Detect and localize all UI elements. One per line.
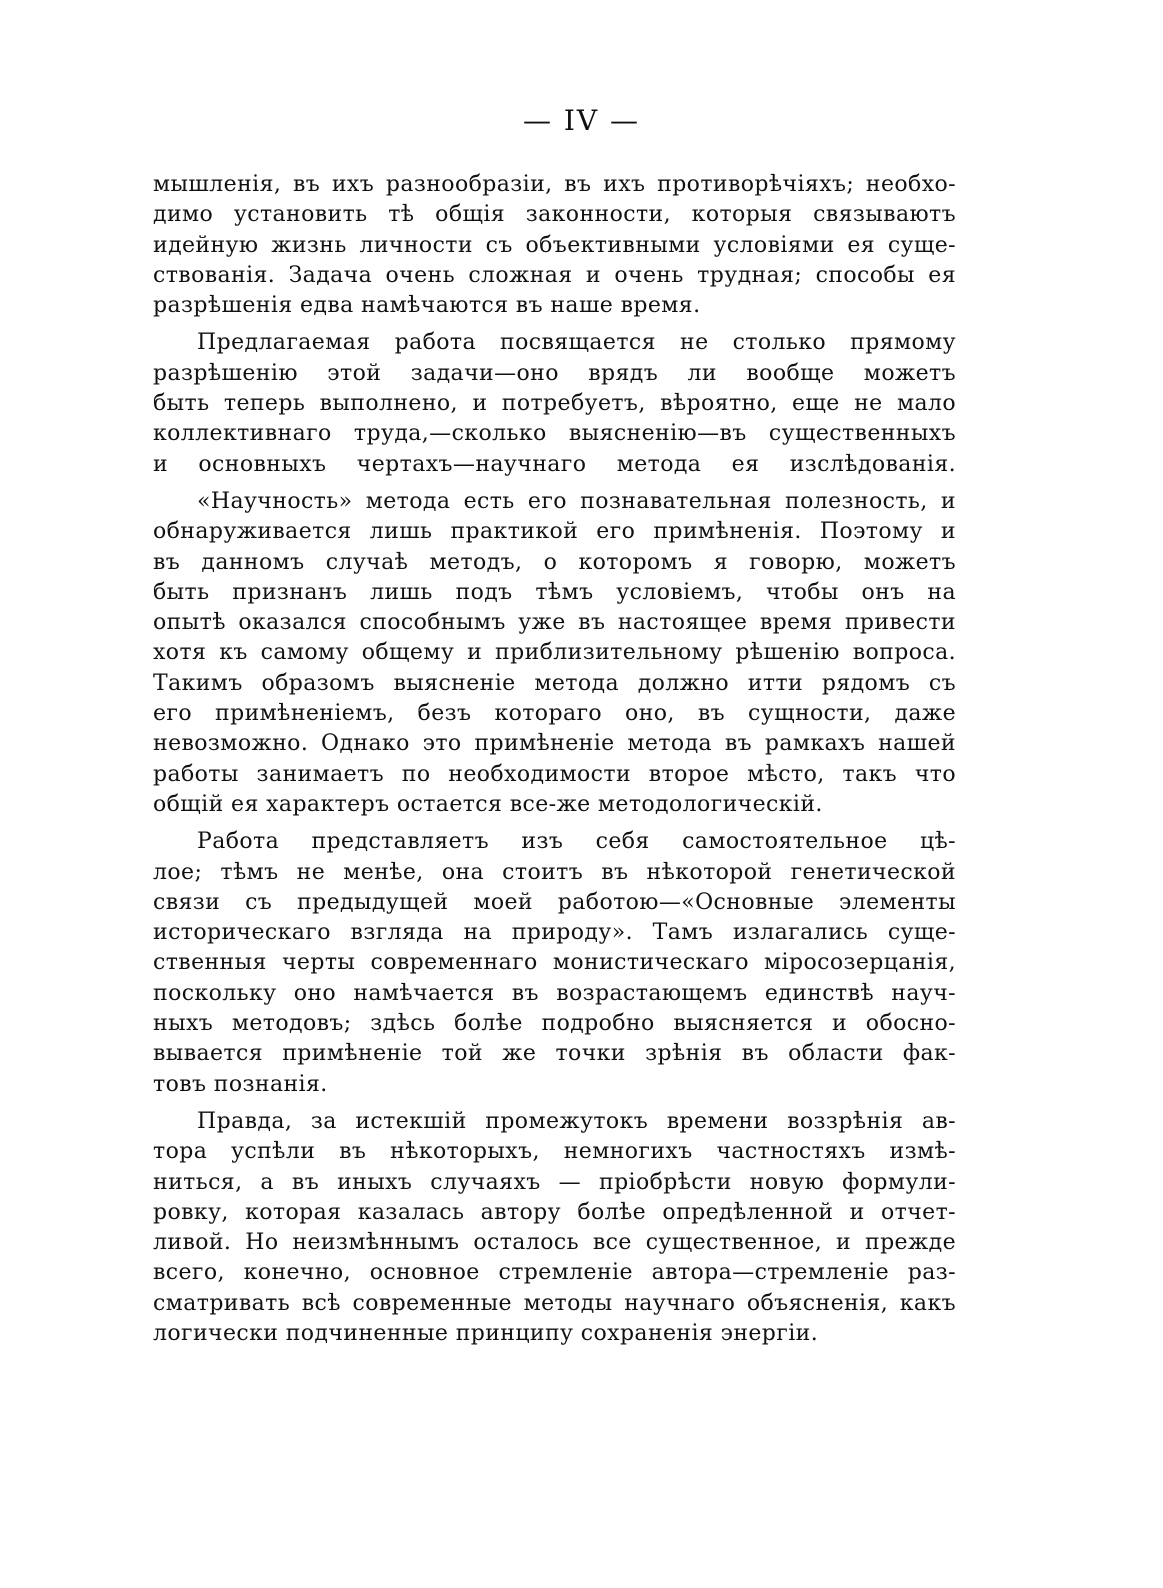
text-line: ныхъ методовъ; здѣсь болѣе подробно выясняется и обосно- — [153, 1011, 956, 1037]
text-line: въ данномъ случаѣ методъ, о которомъ я говорю, можетъ — [153, 549, 956, 575]
text-line: сматривать всѣ современные методы научнаго объясненія, какъ — [153, 1290, 956, 1316]
text-line: Правда, за истекшій промежутокъ времени воззрѣнія ав- — [197, 1108, 956, 1134]
text-line: работы занимаетъ по необходимости второе мѣсто, такъ что — [153, 761, 956, 787]
text-line: опытѣ оказался способнымъ уже въ настоящее время привести — [153, 610, 956, 636]
text-line: Работа представляетъ изъ себя самостоятельное цѣ- — [197, 829, 956, 855]
page-number-header: — IV — — [522, 104, 641, 137]
paragraph-5 — [153, 1107, 956, 1349]
text-line: ственныя черты современнаго монистическаго міросозерцанія, — [153, 950, 956, 976]
text-line: «Научность» метода есть его познавательная полезность, и — [197, 488, 956, 514]
text-line: ствованія. Задача очень сложная и очень трудная; способы ея — [153, 262, 956, 288]
paragraph-3 — [153, 487, 956, 820]
text-line: всего, конечно, основное стремленіе автора—стремленіе раз- — [153, 1260, 956, 1286]
paragraph-4 — [153, 827, 956, 1100]
text-line: логически подчиненные принципу сохраненія энергіи. — [153, 1320, 819, 1346]
text-line: разрѣшенія едва намѣчаются въ наше время. — [153, 293, 701, 319]
text-line: идейную жизнь личности съ объективными условіями ея суще- — [153, 232, 956, 258]
text-line: невозможно. Однако это примѣненіе метода въ рамкахъ нашей — [153, 731, 956, 757]
text-line: мышленія, въ ихъ разнообразіи, въ ихъ противорѣчіяхъ; необхо- — [153, 172, 956, 197]
text-line: его примѣненіемъ, безъ котораго оно, въ сущности, даже — [153, 701, 956, 727]
text-line: ровку, которая казалась автору болѣе опредѣленной и отчет- — [153, 1199, 956, 1225]
text-line: димо установить тѣ общія законности, которыя связываютъ — [153, 202, 956, 228]
text-line: быть теперь выполнено, и потребуетъ, вѣроятно, еще не мало — [153, 391, 956, 417]
text-line: тора успѣли въ нѣкоторыхъ, немногихъ частностяхъ измѣ- — [153, 1139, 956, 1165]
text-line: Предлагаемая работа посвящается не столько прямому — [197, 330, 956, 356]
body-text — [153, 170, 956, 1349]
text-line: общій ея характеръ остается все-же методологическій. — [153, 791, 823, 817]
text-line: вывается примѣненіе той же точки зрѣнія въ области фак- — [153, 1041, 956, 1067]
text-line: историческаго взгляда на природу». Тамъ излагались суще- — [153, 920, 956, 946]
text-line: лое; тѣмъ не менѣе, она стоитъ въ нѣкоторой генетической — [153, 859, 956, 885]
text-line: коллективнаго труда,—сколько выясненію—въ существенныхъ — [153, 421, 956, 447]
text-line: товъ познанія. — [153, 1071, 328, 1097]
text-line: разрѣшенію этой задачи—оно врядъ ли вообще можетъ — [153, 360, 956, 386]
text-line: хотя къ самому общему и приблизительному рѣшенію вопроса. — [153, 640, 956, 666]
text-line: быть признанъ лишь подъ тѣмъ условіемъ, чтобы онъ на — [153, 579, 956, 605]
paragraph-2 — [153, 328, 956, 479]
text-line: поскольку оно намѣчается въ возрастающемъ единствѣ науч- — [153, 980, 956, 1006]
text-line: ниться, а въ иныхъ случаяхъ — пріобрѣсти новую формули- — [153, 1169, 956, 1195]
paragraph-1 — [153, 170, 956, 321]
text-line: Такимъ образомъ выясненіе метода должно итти рядомъ съ — [153, 670, 956, 696]
text-line: и основныхъ чертахъ—научнаго метода ея изслѣдованія. — [153, 451, 956, 477]
text-line: связи съ предыдущей моей работою—«Основные элементы — [153, 889, 956, 915]
text-line: обнаруживается лишь практикой его примѣненія. Поэтому и — [153, 519, 956, 545]
text-line: ливой. Но неизмѣннымъ осталось все существенное, и прежде — [153, 1230, 956, 1256]
